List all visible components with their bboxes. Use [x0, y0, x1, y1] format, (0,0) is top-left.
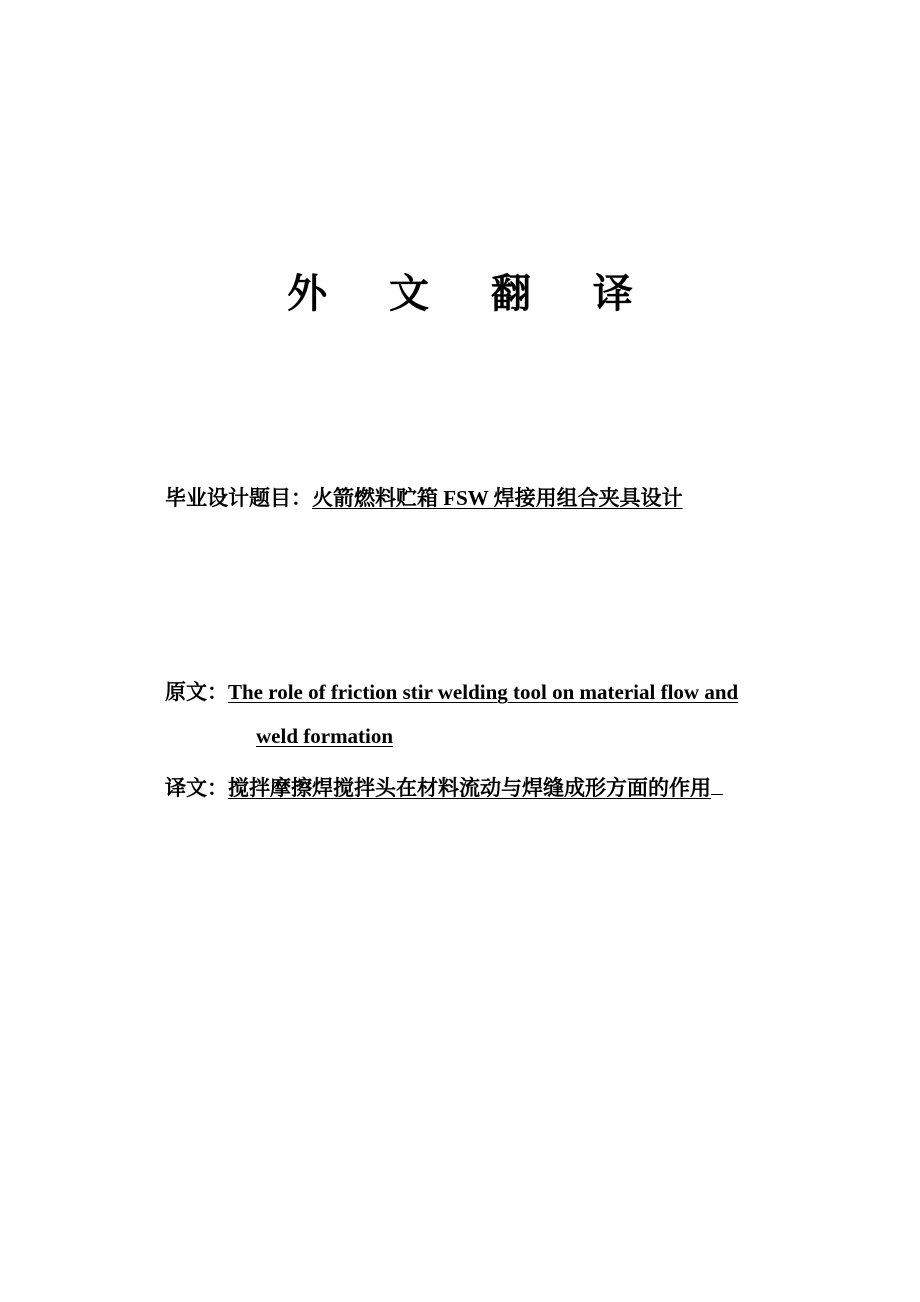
original-row	[165, 676, 738, 706]
topic-label: 毕业设计题目：	[165, 486, 312, 510]
translation-value: 搅拌摩擦焊搅拌头在材料流动与焊缝成形方面的作用	[228, 776, 711, 800]
original-title-line2: weld formation	[256, 724, 394, 748]
page-title: 外 文 翻 译	[287, 271, 657, 317]
translation-row	[165, 772, 723, 802]
translation-underline-tail	[711, 776, 723, 795]
original-label: 原文：	[165, 680, 228, 704]
original-title-line1: The role of friction stir welding tool on material flow and	[228, 680, 739, 704]
topic-row	[165, 482, 683, 512]
topic-value: 火箭燃料贮箱 FSW 焊接用组合夹具设计	[312, 486, 683, 510]
translation-label: 译文：	[165, 776, 228, 800]
